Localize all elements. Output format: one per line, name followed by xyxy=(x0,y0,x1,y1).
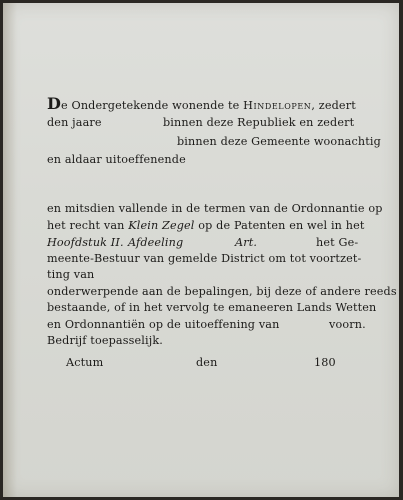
line-12-a: en Ordonnantiën op de uitoeffening van xyxy=(47,318,280,331)
line-6-text-a: het recht van xyxy=(47,219,129,232)
line-6 xyxy=(47,219,365,232)
line-10: onderwerpende aan de bepalingen, bij deze of andere reeds xyxy=(47,285,397,298)
drop-cap: D xyxy=(47,94,62,113)
line-11: bestaande, of in het vervolg te emaneeren Lands Wetten xyxy=(47,301,377,314)
line-1-text-a: e Ondergetekende wonende te xyxy=(61,99,244,112)
line-8: meente-Bestuur van gemelde District om tot voortzet- xyxy=(47,252,362,265)
line-2-a: den jaare xyxy=(47,116,102,129)
line-7-text: het Ge- xyxy=(316,236,359,249)
line-12-b: voorn. xyxy=(329,318,366,331)
line-3: binnen deze Gemeente woonachtig xyxy=(177,135,381,148)
document-page xyxy=(3,3,399,497)
line-9: ting van xyxy=(47,268,95,281)
line-7-afdeeling: Afdeeling xyxy=(128,236,184,249)
place-name: Hindelopen xyxy=(243,99,312,112)
klein-zegel: Klein Zegel xyxy=(128,219,195,232)
line-2-b: binnen deze Republiek en zedert xyxy=(163,116,355,129)
line-1 xyxy=(47,94,356,113)
line-5: en mitsdien vallende in de termen van de Ordonnantie op xyxy=(47,202,383,215)
year-label: 180 xyxy=(314,356,336,369)
line-7-art: Art. xyxy=(235,236,258,249)
line-4: en aldaar uitoeffenende xyxy=(47,153,186,166)
form-text xyxy=(3,3,399,497)
date-label: den xyxy=(196,356,218,369)
actum-label: Actum xyxy=(66,356,104,369)
line-6-text-c: op de Patenten en wel in het xyxy=(194,219,365,232)
line-1-text-b: , zedert xyxy=(311,99,356,112)
line-7-hoofdstuk: Hoofdstuk II. xyxy=(47,236,124,249)
line-13: Bedrijf toepasselijk. xyxy=(47,334,163,347)
